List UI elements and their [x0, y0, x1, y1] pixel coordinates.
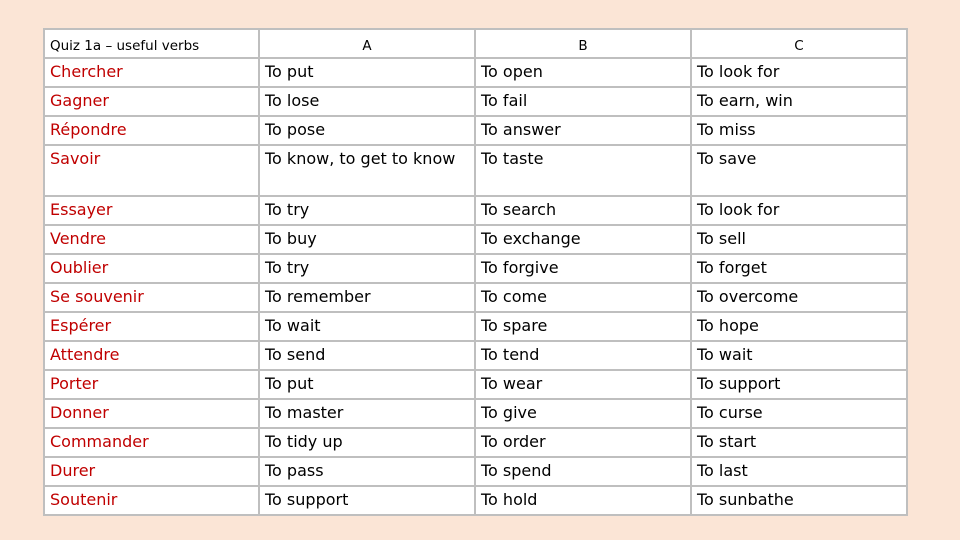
option-c: To look for — [691, 196, 907, 225]
option-c: To earn, win — [691, 87, 907, 116]
option-b: To fail — [475, 87, 691, 116]
table-row — [44, 283, 907, 312]
option-b: To tend — [475, 341, 691, 370]
option-b: To order — [475, 428, 691, 457]
french-verb: Chercher — [44, 58, 259, 87]
french-verb: Durer — [44, 457, 259, 486]
table-row — [44, 370, 907, 399]
option-b: To taste — [475, 145, 691, 196]
french-verb: Espérer — [44, 312, 259, 341]
option-c: To last — [691, 457, 907, 486]
option-a: To put — [259, 370, 475, 399]
french-verb: Gagner — [44, 87, 259, 116]
option-c: To sell — [691, 225, 907, 254]
header-row — [44, 29, 907, 58]
option-c: To look for — [691, 58, 907, 87]
option-a: To tidy up — [259, 428, 475, 457]
option-a: To buy — [259, 225, 475, 254]
table-row — [44, 116, 907, 145]
option-c: To sunbathe — [691, 486, 907, 515]
table-row — [44, 58, 907, 87]
table-row — [44, 196, 907, 225]
option-a: To send — [259, 341, 475, 370]
option-a: To pass — [259, 457, 475, 486]
column-a-header: A — [259, 29, 475, 58]
option-c: To overcome — [691, 283, 907, 312]
option-b: To open — [475, 58, 691, 87]
option-b: To exchange — [475, 225, 691, 254]
option-c: To curse — [691, 399, 907, 428]
table-row — [44, 254, 907, 283]
option-b: To come — [475, 283, 691, 312]
option-a: To try — [259, 254, 475, 283]
french-verb: Donner — [44, 399, 259, 428]
french-verb: Savoir — [44, 145, 259, 196]
option-c: To wait — [691, 341, 907, 370]
quiz-table — [43, 28, 908, 516]
table-row — [44, 341, 907, 370]
option-b: To give — [475, 399, 691, 428]
table-row — [44, 457, 907, 486]
column-c-header: C — [691, 29, 907, 58]
french-verb: Vendre — [44, 225, 259, 254]
column-b-header: B — [475, 29, 691, 58]
option-a: To master — [259, 399, 475, 428]
option-a: To know, to get to know — [259, 145, 475, 196]
option-a: To put — [259, 58, 475, 87]
option-c: To forget — [691, 254, 907, 283]
french-verb: Commander — [44, 428, 259, 457]
option-c: To start — [691, 428, 907, 457]
french-verb: Porter — [44, 370, 259, 399]
table-row — [44, 486, 907, 515]
french-verb: Soutenir — [44, 486, 259, 515]
table-row — [44, 399, 907, 428]
option-a: To support — [259, 486, 475, 515]
option-a: To wait — [259, 312, 475, 341]
option-b: To forgive — [475, 254, 691, 283]
option-a: To lose — [259, 87, 475, 116]
french-verb: Oublier — [44, 254, 259, 283]
table-row — [44, 145, 907, 196]
option-a: To remember — [259, 283, 475, 312]
option-b: To hold — [475, 486, 691, 515]
option-b: To search — [475, 196, 691, 225]
option-c: To save — [691, 145, 907, 196]
table-row — [44, 225, 907, 254]
option-b: To spare — [475, 312, 691, 341]
french-verb: Se souvenir — [44, 283, 259, 312]
french-verb: Attendre — [44, 341, 259, 370]
option-c: To support — [691, 370, 907, 399]
option-a: To pose — [259, 116, 475, 145]
option-b: To spend — [475, 457, 691, 486]
option-c: To miss — [691, 116, 907, 145]
french-verb: Répondre — [44, 116, 259, 145]
option-b: To answer — [475, 116, 691, 145]
table-row — [44, 312, 907, 341]
option-b: To wear — [475, 370, 691, 399]
table-row — [44, 87, 907, 116]
option-a: To try — [259, 196, 475, 225]
table-row — [44, 428, 907, 457]
french-verb: Essayer — [44, 196, 259, 225]
quiz-title: Quiz 1a – useful verbs — [44, 29, 259, 58]
option-c: To hope — [691, 312, 907, 341]
